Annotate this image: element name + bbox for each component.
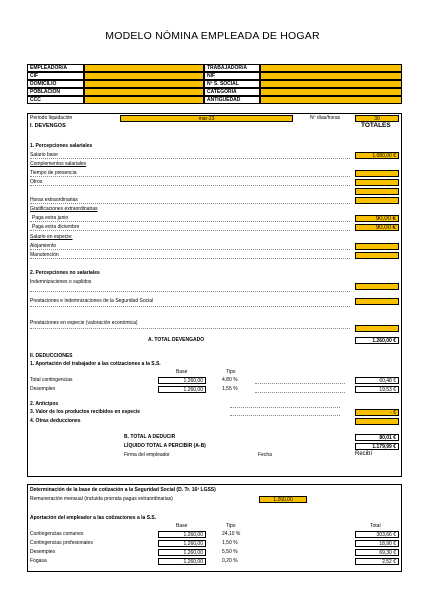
otras-deducciones-value[interactable] xyxy=(355,418,399,425)
header-label-right-2: Nº S. SOCIAL xyxy=(204,80,260,88)
ded-row-label: Desempleo xyxy=(30,386,56,392)
gratificaciones-label: Gratificaciones extraordinarias xyxy=(30,206,98,212)
ded-row-label: Total contingencias xyxy=(30,377,73,383)
header-value-right-0[interactable] xyxy=(260,64,402,72)
divider xyxy=(255,383,345,384)
complementos-label: Complementos salariales xyxy=(30,161,87,167)
cot-row-label: Fogasa xyxy=(30,558,47,564)
firma-label: Firma del empleador xyxy=(124,452,170,458)
liquido-value: 1.179,99 € xyxy=(355,443,399,450)
header-value-right-3[interactable] xyxy=(260,88,402,96)
cot-row-total: 18,90 € xyxy=(355,540,399,547)
manutencion-label: Manutención xyxy=(30,252,59,258)
divider xyxy=(230,407,340,408)
tipo-header: Tipo xyxy=(226,369,236,375)
prestaciones-ss-value[interactable] xyxy=(355,298,399,305)
cot-total-header: Total xyxy=(370,523,381,529)
tiempo-presencia-label: Tiempo de presencia xyxy=(30,170,77,176)
valor-productos-value[interactable]: - € xyxy=(355,409,399,416)
header-label-right-4: ANTIGÜEDAD xyxy=(204,96,260,104)
otras-deducciones-label: 4. Otras deducciones xyxy=(30,418,81,424)
cot-row-base: 1.260,00 xyxy=(158,540,206,547)
header-value-0[interactable] xyxy=(84,64,204,72)
cot-base-header: Base xyxy=(176,523,188,529)
percepciones-no-salariales: 2. Percepciones no salariales xyxy=(30,270,100,276)
ded-row-tipo: 1,55 % xyxy=(222,386,238,392)
cot-row-tipo: 24,10 % xyxy=(222,531,241,537)
divider xyxy=(30,176,350,177)
cot-row-base: 1.260,00 xyxy=(158,549,206,556)
percepciones-salariales: 1. Percepciones salariales xyxy=(30,143,93,149)
total-devengado-label: A. TOTAL DEVENGADO xyxy=(148,337,205,343)
salario-base-value[interactable]: 1.080,00 € xyxy=(355,152,399,159)
divider xyxy=(30,258,350,259)
cot-row-label: Contingencias comunes xyxy=(30,531,84,537)
cot-row-total: 2,52 € xyxy=(355,558,399,565)
aportacion-empleador: Aportación del empleador a las cotizaciones a la S.S. xyxy=(30,515,157,521)
ded-row-base: 1.260,00 xyxy=(158,377,206,384)
totales-heading: TOTALES xyxy=(361,122,391,129)
cot-row-base: 1.260,00 xyxy=(158,558,206,565)
prestaciones-especie-value[interactable] xyxy=(355,325,399,332)
devengos-heading: I. DEVENGOS xyxy=(30,123,66,129)
cot-row-label: Desempleo xyxy=(30,549,56,555)
cot-row-total: 69,30 € xyxy=(355,549,399,556)
header-value-2[interactable] xyxy=(84,80,204,88)
periodo-value[interactable]: mar-23 xyxy=(120,115,293,122)
salario-base-label: Salario base xyxy=(30,152,58,158)
page-title: MODELO NÓMINA EMPLEADA DE HOGAR xyxy=(105,30,320,42)
header-value-4[interactable] xyxy=(84,96,204,104)
prestaciones-ss-label: Prestaciones e indemnizaciones de la Seguridad Social xyxy=(30,298,154,304)
divider xyxy=(230,415,340,416)
paga-diciembre-label: Paga extra diciembre xyxy=(32,224,80,230)
manutencion-value[interactable] xyxy=(355,252,399,259)
cotizacion-heading: Determinación de la base de cotización a la Seguridad Social (D. Tr. 16ª LGSS) xyxy=(30,487,216,493)
cot-row-total: 303,66 € xyxy=(355,531,399,538)
alojamiento-label: Alojamiento xyxy=(30,243,57,249)
remuneracion-label: Remuneración mensual (incluida prorrata pagas extraordinarias) xyxy=(30,496,173,502)
indemnizaciones-value[interactable] xyxy=(355,283,399,290)
remuneracion-value[interactable]: 1.260,00 xyxy=(259,496,307,503)
total-deducir-label: B. TOTAL A DEDUCIR xyxy=(124,434,176,440)
cot-row-tipo: 5,50 % xyxy=(222,549,238,555)
salario-especie-label: Salario en especie: xyxy=(30,234,73,240)
header-label-right-1: NIF xyxy=(204,72,260,80)
dias-value[interactable]: 30 xyxy=(355,115,399,122)
header-label-0: EMPLEADOR/A xyxy=(27,64,84,72)
ded-row-total: 60,48 € xyxy=(355,377,399,384)
alojamiento-value[interactable] xyxy=(355,243,399,250)
divider xyxy=(30,249,350,250)
ded-row-base: 1.260,00 xyxy=(158,386,206,393)
header-label-right-0: TRABAJADOR/A xyxy=(204,64,260,72)
divider xyxy=(30,221,350,222)
prestaciones-especie-label: Prestaciones en especie (valoración económica) xyxy=(30,320,138,326)
otros-value[interactable] xyxy=(355,179,399,186)
divider xyxy=(30,306,350,307)
divider xyxy=(30,203,350,204)
cot-row-label: Contingencias profesionales xyxy=(30,540,93,546)
indemnizaciones-label: Indemnizaciones o suplidos xyxy=(30,279,92,285)
anticipos-label: 2. Anticipos xyxy=(30,401,59,407)
total-devengado-value: 1.260,00 € xyxy=(355,337,399,344)
ded-row-total: 19,53 € xyxy=(355,386,399,393)
divider xyxy=(255,392,345,393)
valor-productos-label: 3. Valor de los productos recibidos en especie xyxy=(30,409,141,415)
header-label-1: CIF xyxy=(27,72,84,80)
otros-label: Otros xyxy=(30,179,43,185)
header-value-3[interactable] xyxy=(84,88,204,96)
cot-row-tipo: 1,50 % xyxy=(222,540,238,546)
divider xyxy=(30,230,350,231)
cot-tipo-header: Tipo xyxy=(226,523,236,529)
paga-junio-label: Paga extra junio xyxy=(32,215,69,221)
periodo-label: Periodo liquidación xyxy=(30,115,73,121)
cot-row-base: 1.260,00 xyxy=(158,531,206,538)
fecha-label: Fecha xyxy=(258,452,272,458)
header-label-3: POBLACIÓN xyxy=(27,88,84,96)
base-header: Base xyxy=(176,369,188,375)
header-value-right-2[interactable] xyxy=(260,80,402,88)
liquido-label: LÍQUIDO TOTAL A PERCIBIR (A-B) xyxy=(124,443,206,449)
header-label-2: DOMICILIO xyxy=(27,80,84,88)
tiempo-presencia-value[interactable] xyxy=(355,170,399,177)
horas-extra-value[interactable] xyxy=(355,197,399,204)
paga-diciembre-value[interactable]: 90,00 € xyxy=(355,224,399,231)
deducciones-heading: II. DEDUCCIONES xyxy=(30,353,73,359)
header-label-right-3: CATEGORÍA xyxy=(204,88,260,96)
divider xyxy=(30,158,350,159)
horas-extra-label: Horas extraordinarias xyxy=(30,197,78,203)
divider xyxy=(30,291,350,292)
paga-junio-value[interactable]: 90,00 € xyxy=(355,215,399,222)
cot-row-tipo: 0,20 % xyxy=(222,558,238,564)
header-value-right-4[interactable] xyxy=(260,96,402,104)
ded-row-tipo: 4,80 % xyxy=(222,377,238,383)
total-deducir-value: 80,01 € xyxy=(355,434,399,441)
blank-value[interactable] xyxy=(355,188,399,195)
dias-label: Nº días/horas xyxy=(310,115,341,121)
header-value-right-1[interactable] xyxy=(260,72,402,80)
recibi-label: Recibí xyxy=(355,451,373,457)
header-value-1[interactable] xyxy=(84,72,204,80)
divider xyxy=(30,328,350,329)
aportacion-trabajador: 1. Aportación del trabajador a las cotizaciones a la S.S. xyxy=(30,361,161,367)
header-label-4: CCC xyxy=(27,96,84,104)
divider xyxy=(30,185,350,186)
